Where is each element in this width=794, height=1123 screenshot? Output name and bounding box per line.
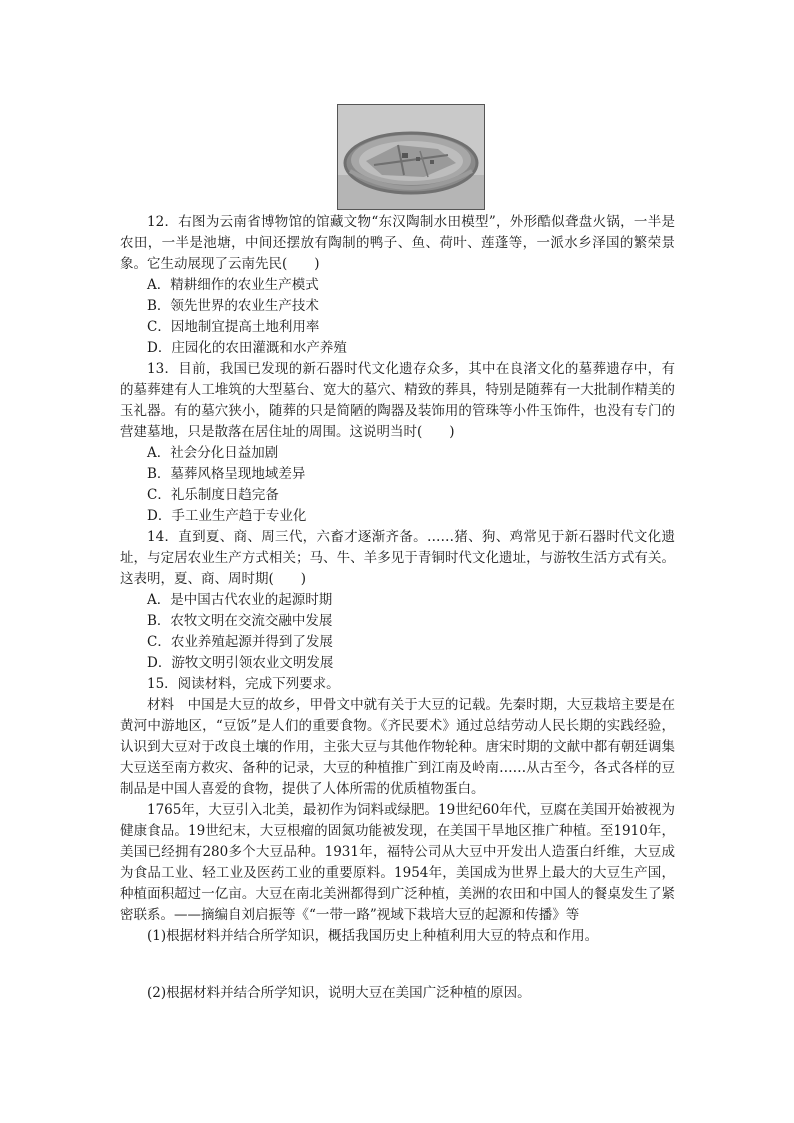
question-14-option-c: C．农业养殖起源并得到了发展 [147,634,333,650]
question-15-requirement-2: (2)根据材料并结合所学知识，说明大豆在美国广泛种植的原因。 [147,985,531,1001]
question-15-requirement-1: (1)根据材料并结合所学知识，概括我国历史上种植利用大豆的特点和作用。 [147,928,599,944]
question-13-option-b: B．墓葬风格呈现地域差异 [147,466,306,482]
question-13 [120,359,675,527]
pottery-model-image [338,105,484,209]
question-13-option-d: D．手工业生产趋于专业化 [147,508,307,524]
question-12-option-c: C．因地制宜提高土地利用率 [147,319,320,335]
question-12-stem: 12．右图为云南省博物馆的馆藏文物“东汉陶制水田模型”，外形酷似聋盘火锅，一半是农田，一半是池塘，中间还摆放有陶制的鸭子、鱼、荷叶、莲蓬等，一派水乡泽国的繁荣景象。它生动展现了云南先民( ) [120,214,675,272]
question-14-option-a: A．是中国古代农业的起源时期 [147,592,333,608]
pottery-paddy-field-model-photo [337,104,485,210]
question-13-option-a: A．社会分化日益加剧 [147,445,279,461]
question-12-option-a: A．精耕细作的农业生产模式 [147,277,319,293]
question-15-material-1: 材料 中国是大豆的故乡，甲骨文中就有关于大豆的记载。先秦时期，大豆栽培主要是在黄河中游地区，“豆饭”是人们的重要食物。《齐民要术》通过总结劳动人民长期的实践经验，认识到大豆对于改良土壤的作用，主张大豆与其他作物轮种。唐宋时期的文献中都有朝廷调集大豆送至南方救灾、备种的记录，大豆的种植推广到江南及岭南……从古至今，各式各样的豆制品是中国人喜爱的食物，提供了人体所需的优质植物蛋白。 [120,697,675,797]
question-12-option-b: B．领先世界的农业生产技术 [147,298,319,314]
question-12 [120,212,675,359]
question-13-stem: 13．目前，我国已发现的新石器时代文化遗存众多，其中在良渚文化的墓葬遗存中，有的墓葬建有人工堆筑的大型墓台、宽大的墓穴、精致的葬具，特别是随葬有一大批制作精美的玉礼器。有的墓穴狭小，随葬的只是简陋的陶器及装饰用的管珠等小件玉饰件，也没有专门的营建墓地，只是散落在居住址的周围。这说明当时( ) [120,361,675,440]
question-15-stem: 15．阅读材料，完成下列要求。 [147,676,340,692]
question-14 [120,527,675,674]
question-12-option-d: D．庄园化的农田灌溉和水产养殖 [147,340,347,356]
question-15 [120,674,675,1004]
question-14-option-b: B．农牧文明在交流交融中发展 [147,613,333,629]
questions-body [120,212,675,1004]
question-14-stem: 14．直到夏、商、周三代，六畜才逐渐齐备。……猪、狗、鸡常见于新石器时代文化遗址，与定居农业生产方式相关；马、牛、羊多见于青铜时代文化遗址，与游牧生活方式有关。这表明，夏、商、周时期( ) [120,529,675,587]
answer-space-1 [120,947,675,983]
question-13-option-c: C．礼乐制度日趋完备 [147,487,279,503]
question-15-material-2: 1765年，大豆引入北美，最初作为饲料或绿肥。19世纪60年代，豆腐在美国开始被视为健康食品。19世纪末，大豆根瘤的固氮功能被发现，在美国干旱地区推广种植。至1910年，美国已经拥有280多个大豆品种。1931年，福特公司从大豆中开发出人造蛋白纤维，大豆成为食品工业、轻工业及医药工业的重要原料。1954年，美国成为世界上最大的大豆生产国，种植面积超过一亿亩。大豆在南北美洲都得到广泛种植，美洲的农田和中国人的餐桌发生了紧密联系。——摘编自刘启振等《“一带一路”视域下栽培大豆的起源和传播》等 [120,802,675,923]
question-14-option-d: D．游牧文明引领农业文明发展 [147,655,334,671]
